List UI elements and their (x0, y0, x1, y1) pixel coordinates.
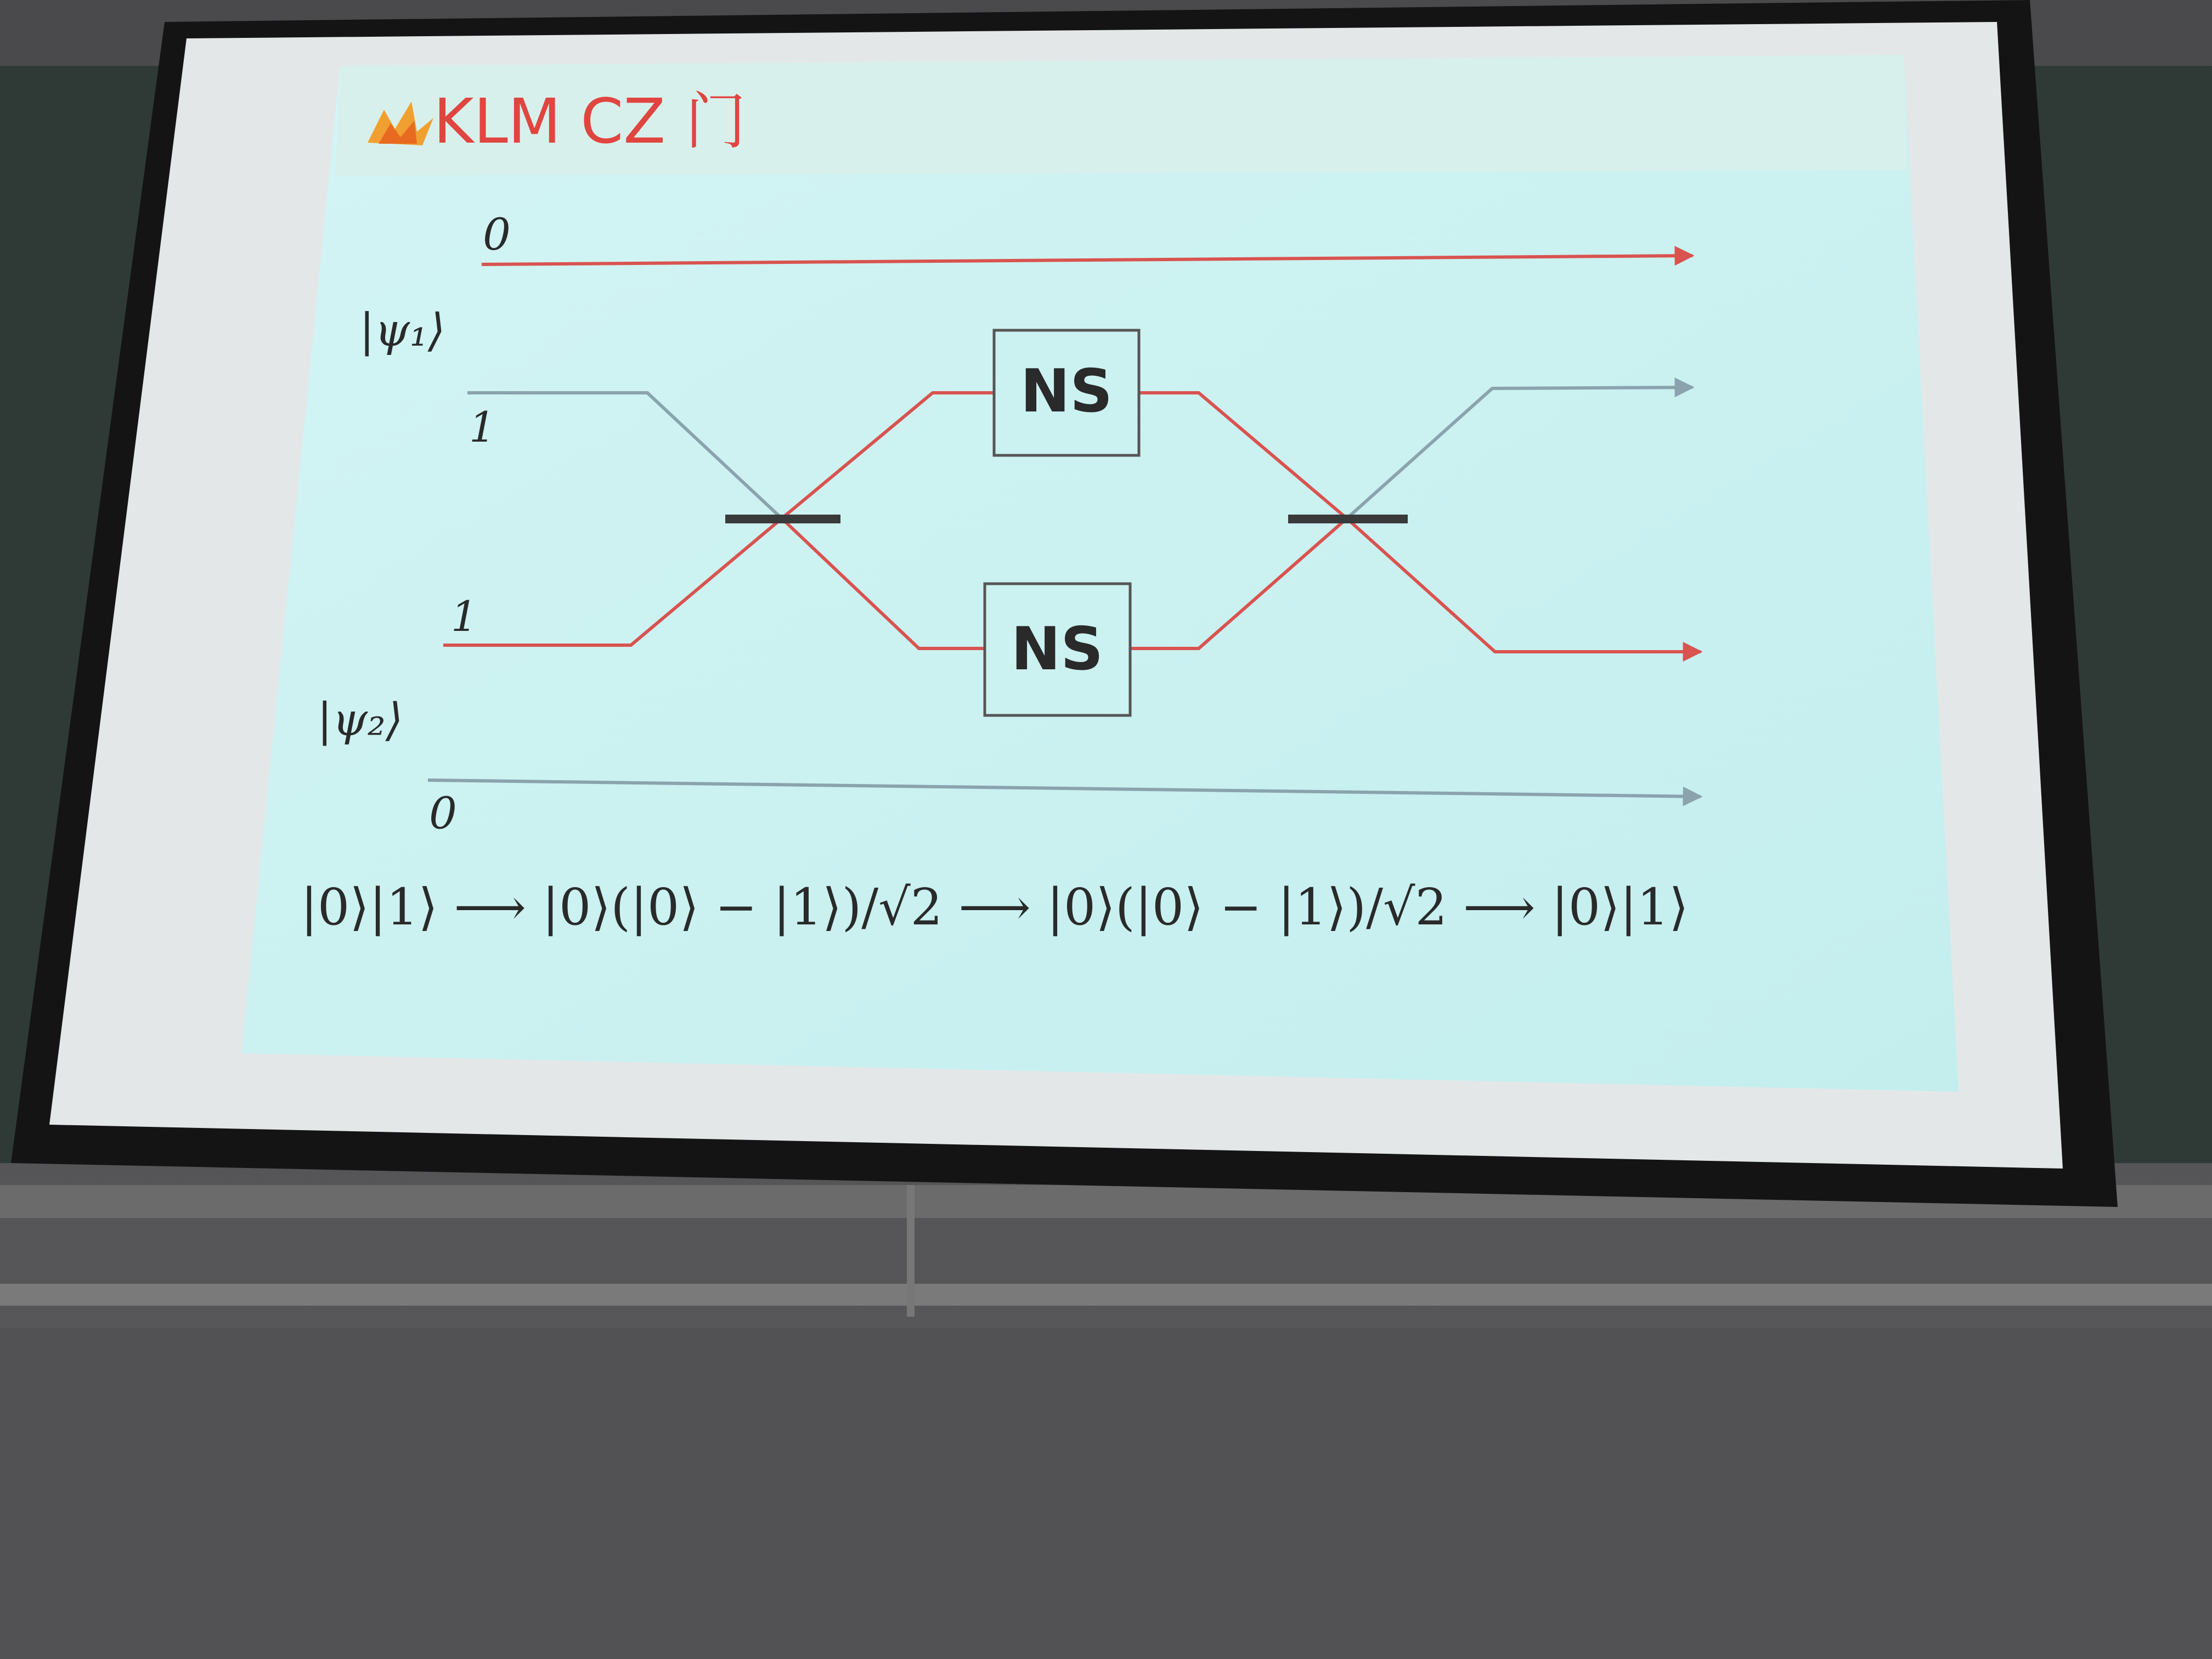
psi2-label: |ψ₂⟩ (317, 694, 403, 746)
mode-top-label: 0 (483, 209, 511, 260)
ns-box-top (994, 330, 1139, 455)
board-rail (0, 1284, 2212, 1306)
psi1-label: |ψ₁⟩ (359, 304, 445, 357)
beam-splitter-2 (1288, 515, 1408, 523)
mode2-label: 1 (451, 592, 478, 641)
beam-splitter-1 (725, 515, 840, 523)
ns-top-label: NS (1020, 357, 1113, 426)
slide-title: KLM CZ 门 (433, 86, 747, 157)
ns-bottom-label: NS (1011, 615, 1104, 684)
mode1-label: 1 (469, 403, 496, 452)
equation: |0⟩|1⟩ ⟶ |0⟩(|0⟩ − |1⟩)/√2 ⟶ |0⟩(|0⟩ − |1⟩)/√2 ⟶ |0⟩|1⟩ (301, 878, 1689, 936)
lower-wall (0, 1328, 2212, 1659)
ns-box-bottom (985, 584, 1130, 715)
mode-bottom-label: 0 (429, 788, 457, 839)
